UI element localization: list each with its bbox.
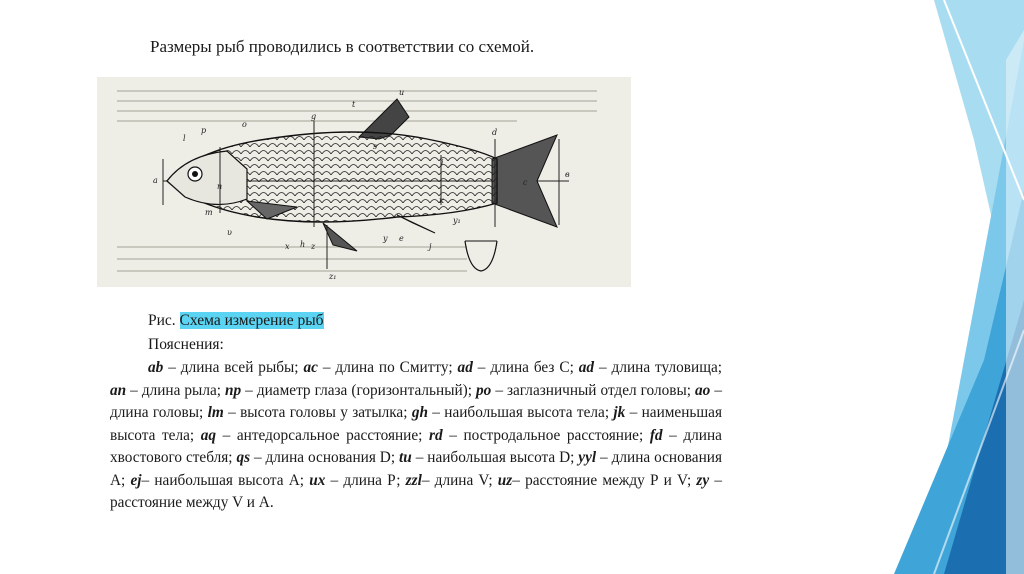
note-term: uz — [497, 471, 513, 489]
label-x: x — [285, 242, 290, 251]
note-text: – наибольшая высота D; — [411, 449, 579, 466]
note-term: zzl — [405, 471, 422, 489]
label-a: a — [153, 176, 158, 185]
note-text: – расстояние между Р и V; — [512, 471, 697, 489]
label-g: g — [311, 112, 317, 121]
label-v: в — [565, 170, 570, 179]
label-d: d — [492, 128, 498, 137]
note-term: ej — [130, 471, 142, 489]
note-term: np — [225, 381, 242, 399]
note-term: rd — [429, 426, 443, 444]
note-text: – наименьшая высота тела; — [110, 404, 722, 444]
note-text: – антедорсальное расстояние; — [216, 426, 430, 444]
note-text: – наибольшая высота А; — [141, 471, 310, 489]
slide-title: Размеры рыб проводились в соответствии со схемой. — [150, 37, 535, 56]
fish-measurement-diagram — [97, 77, 631, 287]
note-term: an — [110, 381, 127, 399]
label-y1: y₁ — [453, 216, 461, 225]
note-text: – длина V; — [421, 471, 498, 489]
label-h: h — [300, 240, 306, 249]
label-o: o — [242, 120, 247, 129]
note-term: po — [476, 381, 492, 399]
note-term: ab — [148, 359, 164, 376]
note-term: gh — [411, 404, 428, 421]
note-term: tu — [399, 449, 412, 466]
note-text: – длина основания А; — [110, 449, 722, 489]
note-text: – длина хвостового стебля; — [110, 426, 722, 466]
note-text: – длина туловища; — [594, 359, 723, 376]
label-l: l — [183, 134, 186, 143]
note-term: yyl — [578, 449, 597, 466]
note-text: – наибольшая высота тела; — [427, 404, 614, 421]
note-term: ad — [578, 359, 595, 376]
note-text: – заглазничный отдел головы; — [491, 381, 696, 399]
label-z1: z₁ — [329, 272, 337, 281]
note-term: ad — [457, 359, 473, 376]
note-text: – высота головы у затылка; — [223, 404, 412, 421]
note-text: – длина всей рыбы; — [163, 359, 304, 376]
label-w: υ — [227, 228, 232, 237]
note-term: ux — [309, 471, 326, 489]
label-e: e — [399, 234, 404, 243]
caption-prefix: Рис. — [148, 312, 176, 329]
label-j: j — [429, 242, 432, 251]
note-text: – диаметр глаза (горизонтальный); — [241, 381, 477, 399]
note-term: ac — [303, 359, 318, 376]
notes-paragraph — [110, 357, 722, 515]
label-y: y — [383, 234, 388, 243]
note-text: – длина без С; — [472, 359, 579, 376]
decorative-triangles — [774, 0, 1024, 574]
note-term: lm — [207, 404, 224, 421]
note-term: jk — [613, 404, 626, 421]
note-term: fd — [649, 426, 663, 444]
note-text: – длина Р; — [325, 471, 406, 489]
figure-caption — [148, 312, 324, 330]
label-z: z — [311, 242, 316, 251]
note-text: – длина по Смитту; — [317, 359, 458, 376]
measurement-notes — [110, 357, 722, 515]
label-m: m — [205, 208, 213, 217]
note-text: – расстояние между V и А. — [110, 471, 722, 511]
fish-drawing — [97, 77, 631, 287]
note-text: – длина основания D; — [250, 449, 400, 466]
label-i: i — [441, 158, 444, 167]
note-text: – длина головы; — [110, 381, 722, 421]
note-term: aq — [200, 426, 217, 444]
label-k: к — [439, 196, 444, 205]
note-text: – постродальное расстояние; — [442, 426, 650, 444]
label-p: p — [201, 126, 207, 135]
caption-highlight: Схема измерение рыб — [179, 312, 324, 329]
notes-heading: Пояснения: — [148, 336, 224, 353]
note-term: qs — [236, 449, 251, 466]
label-n: n — [217, 182, 223, 191]
note-term: ao — [695, 381, 711, 399]
note-term: zy — [696, 471, 710, 489]
label-s: s — [373, 142, 378, 151]
label-c: c — [523, 178, 528, 187]
label-t: t — [352, 100, 356, 109]
label-u: u — [399, 88, 405, 97]
note-text: – длина рыла; — [126, 381, 226, 399]
